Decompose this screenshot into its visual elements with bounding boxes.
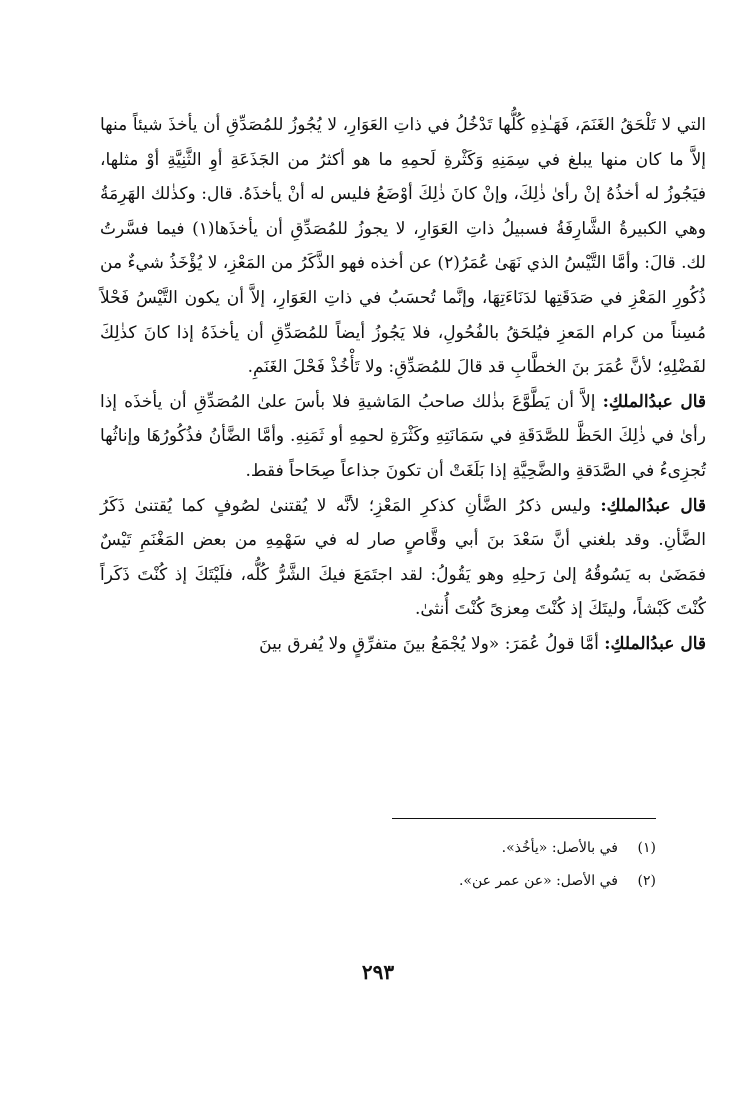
footnote-1-number: (١) bbox=[637, 840, 656, 856]
page-number: ٢٩٣ bbox=[361, 960, 395, 984]
footnotes bbox=[50, 832, 656, 898]
paragraph-2-speaker: قال عبدُالملكِ: bbox=[602, 391, 707, 412]
paragraph-4-speaker: قال عبدُالملكِ: bbox=[604, 633, 706, 654]
footnote-1 bbox=[50, 832, 656, 865]
paragraph-4-text: أمَّا قولُ عُمَرَ: «ولا يُجْمَعُ بينَ متفرِّقٍ ولا يُفرق بينَ bbox=[259, 633, 599, 654]
footnote-2-text: في الأصل: «عن عمر عن». bbox=[458, 873, 618, 889]
paragraph-1 bbox=[100, 108, 706, 385]
footnote-2 bbox=[50, 865, 656, 898]
paragraph-3-text: وليس ذكرُ الضَّأنِ كذكرِ المَعْزِ؛ لأنَّه لا يُقتنىٰ لصُوفٍ كما يُقتنىٰ ذَكَرُ الضَّأنِ. وقد بلغني أنَّ سَعْدَ بنَ أبي وقَّاصٍ صار له في سَهْمِهِ من بعض المَغْنَمِ تَيْسٌ فمَضَىٰ به يَسُوقُهُ إلىٰ رَحلِهِ وهو يَقُولُ: لقد اجتَمَعَ فيكَ الشَّرُّ كُلُّه، فلَيْتَكَ إذ كُنْتَ ذَكَراً كُنْتَ كَبْشاً، وليتَكَ إذ كُنْتَ مِعزىً كُنْتَ أُنثىٰ. bbox=[100, 495, 706, 620]
paragraph-3-speaker: قال عبدُالملكِ: bbox=[600, 495, 707, 516]
footnote-2-number: (٢) bbox=[637, 873, 656, 889]
paragraph-2-text: إلاَّ أن يَطَّوَّعَ بذٰلك صاحبُ المَاشيةِ فلا بأسَ علىٰ المُصَدِّقِ أن يأخذَه إذا رأىٰ في ذٰلِكَ الحَظَّ للصَّدَقَةِ في سَمَانَتِهِ وكَثْرَةِ لحمِهِ أو ثَمَنِهِ. وأمَّا الضَّأنُ فذُكُورُهَا وإناثُها تُجزِىءُ في الصَّدَقةِ والضَّحِيَّةِ إذا بَلَغَتْ أن تكونَ جذاعاً صِحَاحاً فقط. bbox=[100, 391, 706, 481]
paragraph-4 bbox=[100, 627, 706, 662]
footnote-1-text: في بالأصل: «يأخُذ». bbox=[501, 840, 618, 856]
paragraph-3 bbox=[100, 489, 706, 627]
main-text bbox=[100, 108, 706, 662]
paragraph-1-text: التي لا تَلْحَقُ الغَنَمَ، فَهَـٰذِهِ كُلُّها تَدْخُلُ في ذاتِ العَوَارِ، لا يُجُوزُ للمُصَدِّقِ أن يأخذَ شيئاً منها إلاَّ ما كان منها يبلغ في سِمَنِهِ وَكَثْرةِ لَحمِهِ ما هو أكثرُ من الجَذَعَةِ أوِ الثَّنِيَّةِ أوْ مثلها، فيَجُوزُ له أخذُهُ إنْ رأىٰ ذٰلِكَ، وإنْ كانَ ذٰلِكَ أوْضَعُ فليس له أنْ يأخذَهُ. قال: وكذٰلك الهَرِمَةُ وهي الكبيرةُ الشَّارِفَةُ فسبيلُ ذاتِ العَوَارِ، لا يجوزُ للمُصَدِّقِ أن يأخذَها(١) فيما فسَّرتُ لك. قالَ: وأمَّا التَّيْسُ الذي نَهَىٰ عُمَرُ(٢) عن أخذه فهو الذَّكَرُ من المَعْزِ، لا يُؤْخَذُ شيءٌ من ذُكُورِ المَعْزِ في صَدَقَتِها لدَنَاءَتِهَا، وإنَّما تُحسَبُ في ذاتِ العَوَارِ، إلاَّ أن يكون التَّيْسُ فَحْلاً مُسِناً من كرام المَعزِ فيُلحَقُ بالفُحُولِ، فلا يَجُوزُ أيضاً للمُصَدِّقِ أن يأخذَهُ إذا كانَ كذٰلِكَ لفَضْلِهِ؛ لأنَّ عُمَرَ بنَ الخطَّابِ قد قالَ للمُصَدِّقِ: ولا تَأْخُذْ فَحْلَ الغَنَمِ. bbox=[100, 115, 706, 378]
footnote-divider bbox=[392, 818, 656, 819]
paragraph-2 bbox=[100, 385, 706, 489]
